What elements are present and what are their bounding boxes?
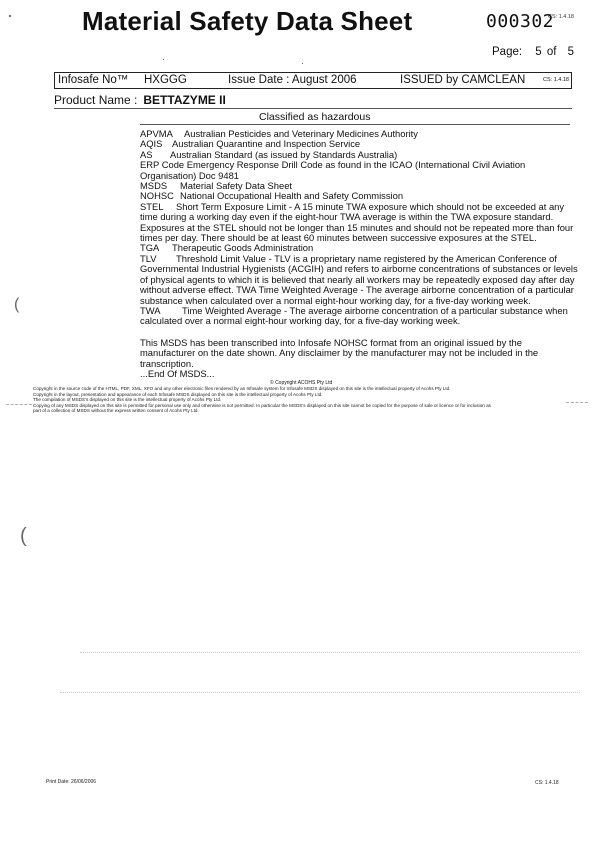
classification-divider xyxy=(140,124,570,125)
scan-line xyxy=(6,404,32,406)
product-name-row xyxy=(54,93,226,107)
section-divider xyxy=(54,108,572,109)
copyright-notice: © Copyright ACOHS Pty Ltd xyxy=(270,380,333,386)
cs-version-bar: CS: 1.4.18 xyxy=(543,77,569,83)
page-indicator xyxy=(492,46,574,58)
abbreviation-item: MSDS Material Safety Data Sheet xyxy=(140,180,293,192)
scan-speck xyxy=(9,15,11,17)
abbreviation-item: TGA Therapeutic Goods Administration xyxy=(140,242,314,254)
scan-margin-mark: ( xyxy=(14,296,20,313)
abbreviation-item: APVMA Australian Pesticides and Veterinary Medicines Authority xyxy=(140,128,418,139)
page-current: 5 xyxy=(535,46,542,58)
infosafe-label: Infosafe No™ xyxy=(58,74,129,86)
page-label: Page: xyxy=(492,46,523,58)
abbreviation-item: TWA Time Weighted Average - The average airborne concentration of a particular substance when calculated over a normal eight-hour working day, for a five-day working week. xyxy=(140,304,568,327)
legal-line: The compilation of MSDS's displayed on this site is the intellectual property of Acohs Pty Ltd. xyxy=(33,397,222,403)
abbreviations-list xyxy=(140,129,580,327)
info-bar xyxy=(54,72,572,89)
abbreviation-item: NOHSC National Occupational Health and Safety Commission xyxy=(140,190,404,202)
abbreviation-item: TLV Threshold Limit Value - TLV is a proprietary name registered by the American Conference of Governmental Industrial Hygienists (ACGIH) and refers to airborne concentrations of substances or levels of physical agents to which it is believed that nearly all workers may be repeatedly exposed day after day without adverse effect. TWA Time Weighted Average - The average airborne concentration of a particular substance when calculated over a normal eight-hour working day, for a five-day working week. xyxy=(140,252,578,306)
abbreviation-item: STEL Short Term Exposure Limit - A 15 minute TWA exposure which should not be exceeded at any time during a working day even if the eight-hour TWA average is within the TWA exposure standard. Exposures at the STEL should not be longer than 15 minutes and should not be repeated more than four times per day. There should be at least 60 minutes between successive exposures at the STEL. xyxy=(140,200,574,244)
scan-speck xyxy=(163,59,164,60)
legal-line: part of a collection of MSDS without the express written consent of Acohs Pty Ltd. xyxy=(33,408,199,414)
print-date: Print Date: 26/06/2006 xyxy=(46,779,97,785)
transcription-note xyxy=(140,338,560,380)
issued-by: ISSUED by CAMCLEAN xyxy=(400,74,526,86)
legal-line: Copyright in the layout, presentation and appearance of each Infosafe MSDS displayed on this site is the intellectual property of Acohs Pty Ltd. xyxy=(33,391,323,397)
abbreviation-item: ERP Code Emergency Response Drill Code as found in the ICAO (International Civil Aviation Organisation) Doc 9481 xyxy=(140,159,526,181)
issue-date: Issue Date : August 2006 xyxy=(228,74,357,86)
legal-text xyxy=(33,386,558,414)
legal-line: Copying of any MSDS displayed on this site is permitted for personal use only and otherwise is not permitted. In particular the MSDS's displayed on this site cannot be copied for the purpose of sale or licence or for inclusion as xyxy=(33,402,491,408)
document-title: Material Safety Data Sheet xyxy=(82,6,413,36)
document-number: 000302 xyxy=(486,11,555,32)
scan-speck xyxy=(302,63,303,64)
scan-line xyxy=(80,652,580,654)
cs-version-footer: CS: 1.4.18 xyxy=(535,780,559,786)
scan-line xyxy=(60,692,580,694)
cs-version-top: CS: 1.4.18 xyxy=(548,14,574,20)
infosafe-number: HXGGG xyxy=(144,74,187,86)
transcription-text: This MSDS has been transcribed into Infosafe NOHSC format from an original issued by the manufacturer on the date shown. Any disclaimer by the manufacturer may not be included in the transcription. xyxy=(140,337,539,369)
abbreviation-item: AS Australian Standard (as issued by Standards Australia) xyxy=(140,148,398,160)
hazard-classification: Classified as hazardous xyxy=(259,111,371,123)
page-of: of xyxy=(546,46,557,58)
scan-line xyxy=(566,402,588,404)
scan-margin-mark: ( xyxy=(20,525,27,547)
end-of-msds: ...End Of MSDS... xyxy=(140,368,215,380)
page-total: 5 xyxy=(567,46,575,58)
legal-line: Copyright in the source code of the HTML, PDF, XML, XFO and any other electronic files rendered by an Infosafe system for Infosafe MSDS displayed on this site is the intellectual property of Acohs Pty Ltd. xyxy=(33,386,451,391)
abbreviation-item: AQIS Australian Quarantine and Inspection Service xyxy=(140,138,361,150)
product-name: BETTAZYME II xyxy=(143,93,226,107)
product-label: Product Name : xyxy=(54,93,138,107)
